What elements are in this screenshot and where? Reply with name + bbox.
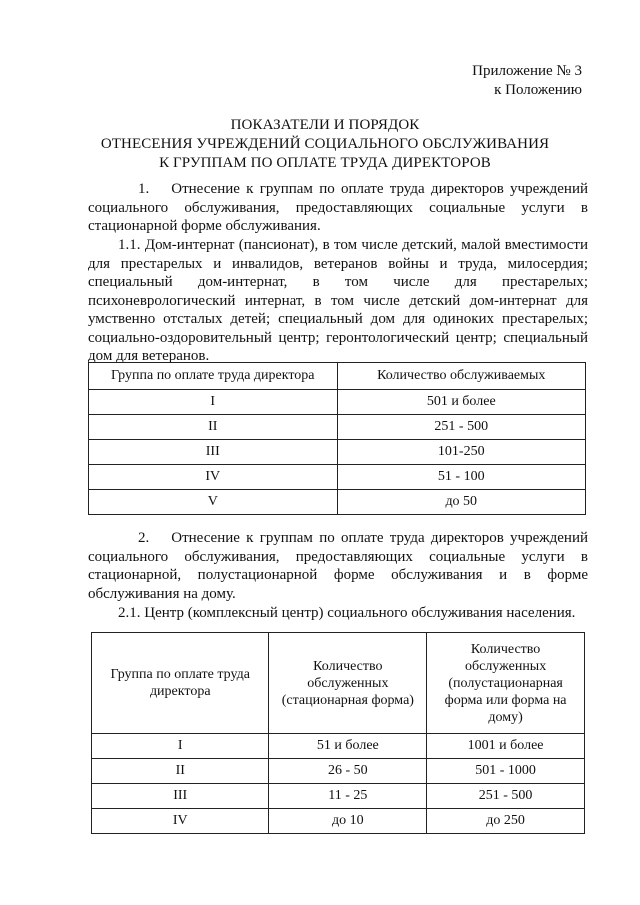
table-1-header-group: Группа по оплате труда директора [89,363,338,390]
table-cell: V [89,490,338,515]
section-1-text: Отнесение к группам по оплате труда директоров учреждений социального обслуживания, предоставляющих социальные услуги в стационарной форме обслуживания. [88,181,588,234]
table-cell: II [89,415,338,440]
table-row [89,490,586,515]
table-cell: IV [92,809,269,834]
appendix-line-2: к Положению [494,82,582,98]
appendix-note [472,62,582,100]
table-cell: 26 - 50 [269,759,427,784]
table-2-header-row [92,633,585,734]
table-cell: 251 - 500 [427,784,585,809]
table-row [92,759,585,784]
table-cell: II [92,759,269,784]
section-2-1-paragraph [88,604,588,623]
table-cell: 501 - 1000 [427,759,585,784]
section-2-1-number: 2.1. [118,605,141,621]
table-cell: 101-250 [337,440,586,465]
table-2 [91,632,585,834]
section-1-1-number: 1.1. [118,237,141,253]
table-cell: III [92,784,269,809]
document-title [100,116,550,173]
table-cell: до 10 [269,809,427,834]
table-cell: 51 и более [269,734,427,759]
table-cell: I [89,390,338,415]
table-cell: 51 - 100 [337,465,586,490]
section-2-number: 2. [138,530,150,546]
table-cell: до 250 [427,809,585,834]
table-1-header-row [89,363,586,390]
table-cell: III [89,440,338,465]
section-2-paragraph [88,529,588,603]
section-2-1-text: Центр (комплексный центр) социального обслуживания населения. [144,605,576,621]
title-line-2: ОТНЕСЕНИЯ УЧРЕЖДЕНИЙ СОЦИАЛЬНОГО ОБСЛУЖИВАНИЯ [100,136,550,152]
table-cell: до 50 [337,490,586,515]
table-cell: IV [89,465,338,490]
section-1-1-paragraph [88,236,588,366]
table-1 [88,362,586,515]
appendix-line-1: Приложение № 3 [472,63,582,79]
section-2-text: Отнесение к группам по оплате труда директоров учреждений социального обслуживания, предоставляющих социальные услуги в стационарной, полустационарной форме обслуживания и в форме обслуживания на дому. [88,530,588,602]
table-cell: 251 - 500 [337,415,586,440]
section-1-1-text: Дом-интернат (пансионат), в том числе детский, малой вместимости для престарелых и инвалидов, ветеранов войны и труда, милосердия; специальный дом-интернат, в том числе для престарелых; психоневрологический интернат, в том числе детский дом-интернат для умственно отсталых детей; специальный дом для одиноких престарелых; социально-оздоровительный центр; геронтологический центр; специальный дом для ветеранов. [88,237,589,364]
table-row [89,440,586,465]
table-2-header-semistationary: Количество обслуженных (полустационарная форма или форма на дому) [427,633,585,734]
title-line-3: К ГРУППАМ ПО ОПЛАТЕ ТРУДА ДИРЕКТОРОВ [159,155,491,171]
table-cell: 1001 и более [427,734,585,759]
table-row [89,465,586,490]
table-cell: 501 и более [337,390,586,415]
table-row [92,809,585,834]
title-line-1: ПОКАЗАТЕЛИ И ПОРЯДОК [230,117,420,133]
table-row [92,784,585,809]
table-row [92,734,585,759]
table-2-header-stationary: Количество обслуженных (стационарная форма) [269,633,427,734]
table-2-header-group: Группа по оплате труда директора [92,633,269,734]
table-1-header-count: Количество обслуживаемых [337,363,586,390]
table-row [89,390,586,415]
section-1-number: 1. [138,181,150,197]
table-cell: I [92,734,269,759]
table-row [89,415,586,440]
table-cell: 11 - 25 [269,784,427,809]
section-1-paragraph [88,180,588,236]
